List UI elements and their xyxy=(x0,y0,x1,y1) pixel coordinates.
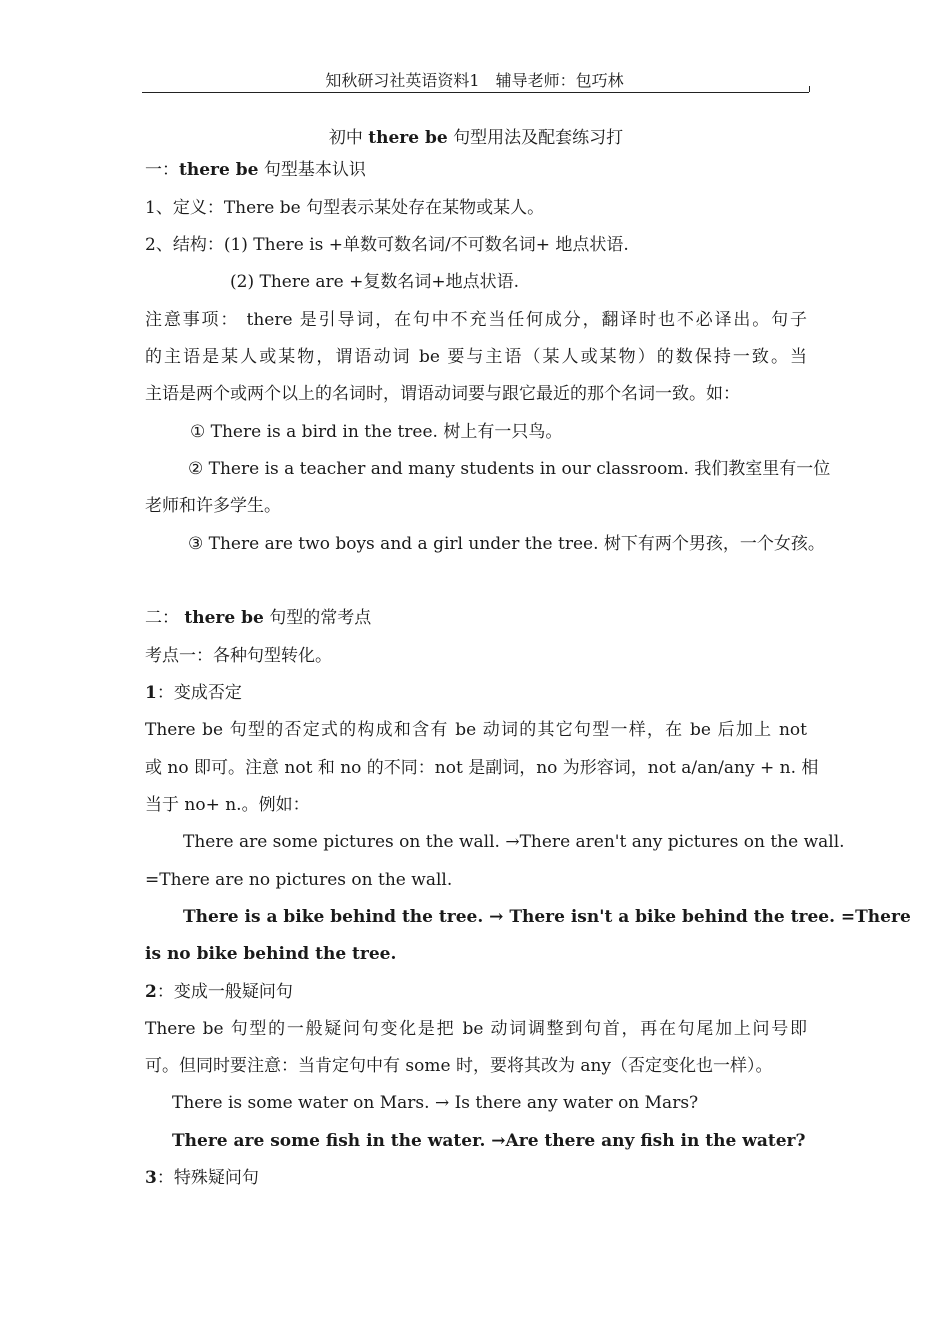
negative-example-1-line-2: =There are no pictures on the wall. xyxy=(145,870,453,890)
note-line-3: 主语是两个或两个以上的名词时，谓语动词要与跟它最近的那个名词一致。如： xyxy=(145,384,740,404)
note-line-2: 的主语是某人或某物，谓语动词 be 要与主语（某人或某物）的数保持一致。当 xyxy=(145,347,807,367)
section-heading-1: 一：there be 句型基本认识 xyxy=(145,160,366,180)
negative-example-1-line-1: There are some pictures on the wall. →There aren't any pictures on the wall. xyxy=(183,832,845,852)
note-line-1: 注意事项： there 是引导词，在句中不充当任何成分，翻译时也不必译出。句子 xyxy=(145,310,807,330)
header-rule-tick xyxy=(809,86,810,92)
subheading-question: 2：变成一般疑问句 xyxy=(145,982,293,1002)
section-heading-2: 二： there be 句型的常考点 xyxy=(145,608,372,628)
example-2-line-1: ② There is a teacher and many students in our classroom. 我们教室里有一位 xyxy=(188,459,831,479)
definition-line: 1、定义：There be 句型表示某处存在某物或某人。 xyxy=(145,198,545,218)
negative-example-2-line-2: is no bike behind the tree. xyxy=(145,944,397,964)
question-example-2: There are some fish in the water. →Are there any fish in the water? xyxy=(172,1131,806,1151)
example-2-line-2: 老师和许多学生。 xyxy=(145,496,281,516)
question-line-2: 可。但同时要注意：当肯定句中有 some 时，要将其改为 any（否定变化也一样）。 xyxy=(145,1056,773,1076)
key-point-1: 考点一：各种句型转化。 xyxy=(145,646,332,666)
subheading-special-question: 3：特殊疑问句 xyxy=(145,1168,259,1188)
example-1: ① There is a bird in the tree. 树上有一只鸟。 xyxy=(190,422,563,442)
subheading-negative: 1：变成否定 xyxy=(145,683,242,703)
negative-line-3: 当于 no+ n.。例如： xyxy=(145,795,310,815)
structure-line-1: 2、结构：(1) There is +单数可数名词/不可数名词+ 地点状语. xyxy=(145,235,629,255)
question-example-1: There is some water on Mars. → Is there any water on Mars? xyxy=(172,1093,699,1113)
negative-example-2-line-1: There is a bike behind the tree. → There isn't a bike behind the tree. =There xyxy=(183,907,911,927)
question-line-1: There be 句型的一般疑问句变化是把 be 动词调整到句首，再在句尾加上问号即 xyxy=(145,1019,807,1039)
document-title: 初中 there be 句型用法及配套练习打 xyxy=(328,128,624,148)
negative-line-2: 或 no 即可。注意 not 和 no 的不同：not 是副词，no 为形容词，not a/an/any + n. 相 xyxy=(145,758,819,778)
header-rule xyxy=(142,92,809,93)
negative-line-1: There be 句型的否定式的构成和含有 be 动词的其它句型一样，在 be 后加上 not xyxy=(145,720,807,740)
structure-line-2: (2) There are +复数名词+地点状语. xyxy=(230,272,520,292)
example-3: ③ There are two boys and a girl under the tree. 树下有两个男孩，一个女孩。 xyxy=(188,534,825,554)
page-header: 知秋研习社英语资料1 辅导老师：包巧林 xyxy=(325,71,624,90)
